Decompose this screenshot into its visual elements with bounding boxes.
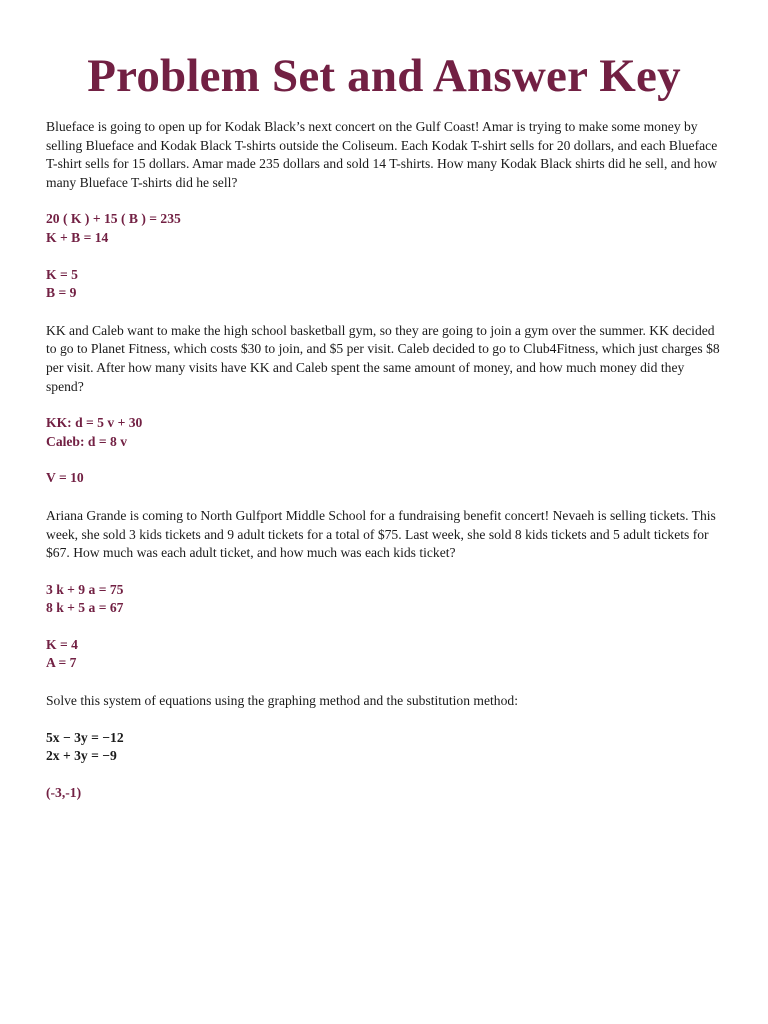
- problem-2-solution-1: V = 10: [46, 470, 84, 486]
- page-title: Problem Set and Answer Key: [87, 50, 681, 102]
- problem-2-equation-1: KK: d = 5 v + 30: [46, 415, 143, 431]
- problem-4: [46, 692, 722, 802]
- problem-1-solution-2: B = 9: [46, 285, 77, 301]
- problem-2-text: KK and Caleb want to make the high school basketball gym, so they are going to join a gym over the summer. KK decided to go to Planet Fitness, which costs $30 to join, and $5 per visit. Caleb decided to go to Club4Fitness, which just charges $8 per visit. After how many visits have KK and Caleb spent the same amount of money, and how much money did they spend?: [46, 322, 720, 394]
- problem-list: [46, 118, 722, 802]
- problem-4-equation-1: 5x − 3y = −12: [46, 729, 124, 745]
- problem-4-equation-2: 2x + 3y = −9: [46, 748, 117, 764]
- problem-1-equation-1: 20 ( K ) + 15 ( B ) = 235: [46, 211, 181, 227]
- problem-2-equation-2: Caleb: d = 8 v: [46, 433, 128, 449]
- problem-1-text: Blueface is going to open up for Kodak Black’s next concert on the Gulf Coast! Amar is trying to make some money by selling Blueface and Kodak Black T-shirts outside the Coliseum. Each Kodak T-shirt sells for 20 dollars, and each Blueface T-shirt sells for 15 dollars. Amar made 235 dollars and sold 14 T-shirts. How many Kodak Black shirts did he sell, and how many Blueface T-shirts did he sell?: [46, 119, 718, 190]
- problem-3-equation-2: 8 k + 5 a = 67: [46, 600, 124, 616]
- problem-1: [46, 118, 722, 303]
- problem-3-solution-1: K = 4: [46, 636, 78, 652]
- problem-3-equation-1: 3 k + 9 a = 75: [46, 581, 124, 597]
- problem-3: [46, 507, 722, 673]
- problem-1-equation-2: K + B = 14: [46, 229, 109, 245]
- problem-3-solution-2: A = 7: [46, 655, 77, 671]
- problem-2: [46, 322, 722, 488]
- problem-4-text: Solve this system of equations using the graphing method and the substitution method:: [46, 693, 518, 709]
- problem-1-solution-1: K = 5: [46, 266, 78, 282]
- problem-3-text: Ariana Grande is coming to North Gulfport Middle School for a fundraising benefit concert! Nevaeh is selling tickets. This week, she sold 3 kids tickets and 9 adult tickets for a total of $75. Last week, she sold 8 kids tickets and 5 adult tickets for $67. How much was each adult ticket, and how much was each kids ticket?: [46, 507, 716, 561]
- problem-4-solution-1: (-3,-1): [46, 784, 82, 800]
